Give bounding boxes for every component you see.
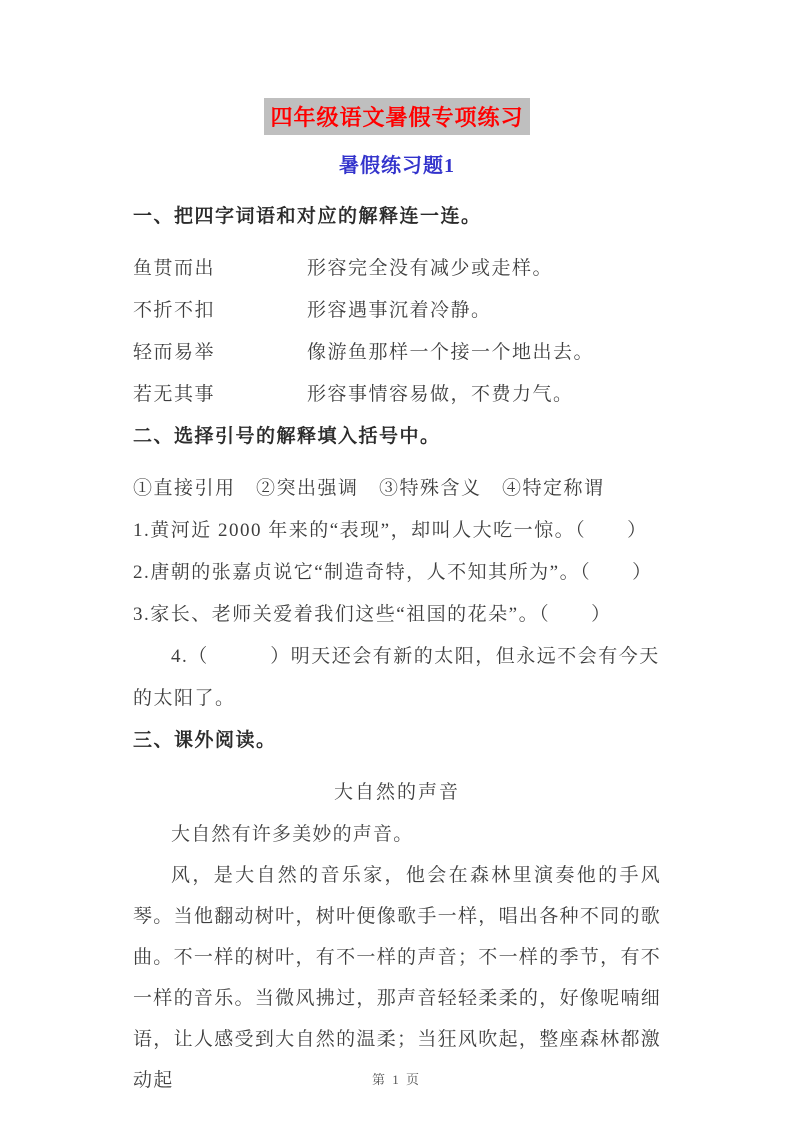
matching-definition: 形容完全没有减少或走样。 bbox=[307, 258, 554, 279]
page-content bbox=[133, 96, 661, 1101]
question-item-1: 1.黄河近 2000 年来的“表现”，却叫人大吃一惊。（ ） bbox=[133, 520, 648, 541]
question-item-4: 4.（ ）明天还会有新的太阳，但永远不会有今天的太阳了。 bbox=[133, 646, 660, 709]
matching-row bbox=[133, 374, 661, 416]
section-1-heading: 一、把四字词语和对应的解释连一连。 bbox=[133, 206, 482, 227]
matching-row bbox=[133, 332, 661, 374]
matching-definition: 形容事情容易做，不费力气。 bbox=[307, 384, 574, 405]
section-2-heading: 二、选择引号的解释填入括号中。 bbox=[133, 426, 441, 447]
passage-title: 大自然的声音 bbox=[333, 782, 460, 803]
section-3 bbox=[133, 720, 661, 1101]
matching-word: 鱼贯而出 bbox=[133, 258, 216, 279]
question-item-3: 3.家长、老师关爱着我们这些“祖国的花朵”。（ ） bbox=[133, 604, 612, 625]
matching-row bbox=[133, 290, 661, 332]
section-2-options: ①直接引用 ②突出强调 ③特殊含义 ④特定称谓 bbox=[133, 478, 605, 499]
section-1 bbox=[133, 196, 661, 416]
section-3-heading: 三、课外阅读。 bbox=[133, 730, 277, 751]
matching-definition: 像游鱼那样一个接一个地出去。 bbox=[307, 342, 595, 363]
passage-paragraph-1: 大自然有许多美妙的声音。 bbox=[171, 824, 414, 845]
page-number-footer: 第 1 页 bbox=[371, 1072, 421, 1087]
section-2 bbox=[133, 416, 661, 720]
matching-word: 不折不扣 bbox=[133, 300, 216, 321]
passage-paragraph-2: 风，是大自然的音乐家，他会在森林里演奏他的手风琴。当他翻动树叶，树叶便像歌手一样，唱出各种不同的歌曲。不一样的树叶，有不一样的声音；不一样的季节，有不一样的音乐。当微风拂过，那声音轻轻柔柔的，好像呢喃细语，让人感受到大自然的温柔；当狂风吹起，整座森林都激动起 bbox=[133, 865, 661, 1091]
document-subtitle: 暑假练习题1 bbox=[339, 155, 455, 177]
document-title-highlight: 四年级语文暑假专项练习 bbox=[264, 98, 529, 135]
matching-word: 轻而易举 bbox=[133, 342, 216, 363]
question-item-2: 2.唐朝的张嘉贞说它“制造奇特，人不知其所为”。（ ） bbox=[133, 562, 653, 583]
document-title bbox=[133, 96, 661, 135]
matching-word: 若无其事 bbox=[133, 384, 216, 405]
matching-definition: 形容遇事沉着冷静。 bbox=[307, 300, 492, 321]
matching-row bbox=[133, 248, 661, 290]
